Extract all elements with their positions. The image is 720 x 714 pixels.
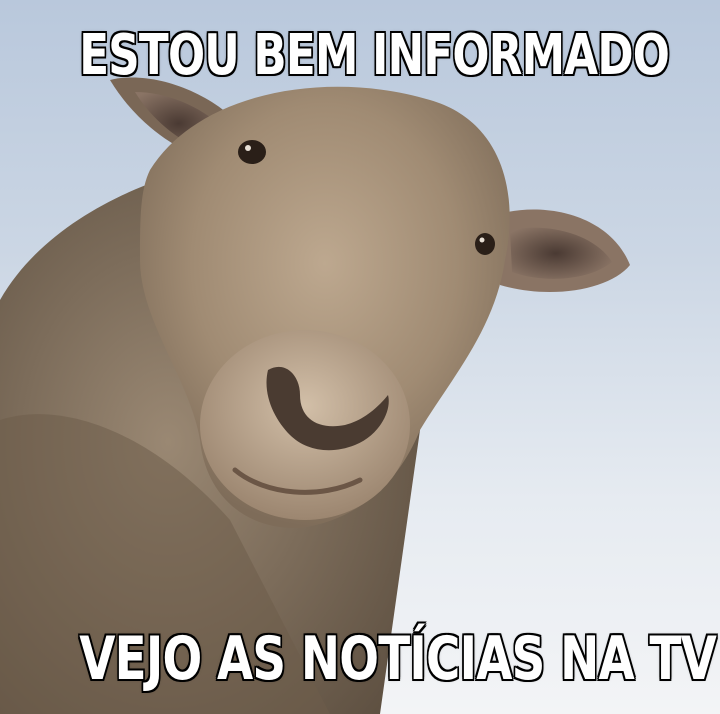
left-eye <box>238 140 266 164</box>
bottom-caption: VEJO AS NOTÍCIAS NA TV <box>79 624 717 694</box>
right-ear <box>495 209 630 292</box>
right-eye <box>475 233 495 255</box>
top-caption: ESTOU BEM INFORMADO <box>79 23 670 88</box>
